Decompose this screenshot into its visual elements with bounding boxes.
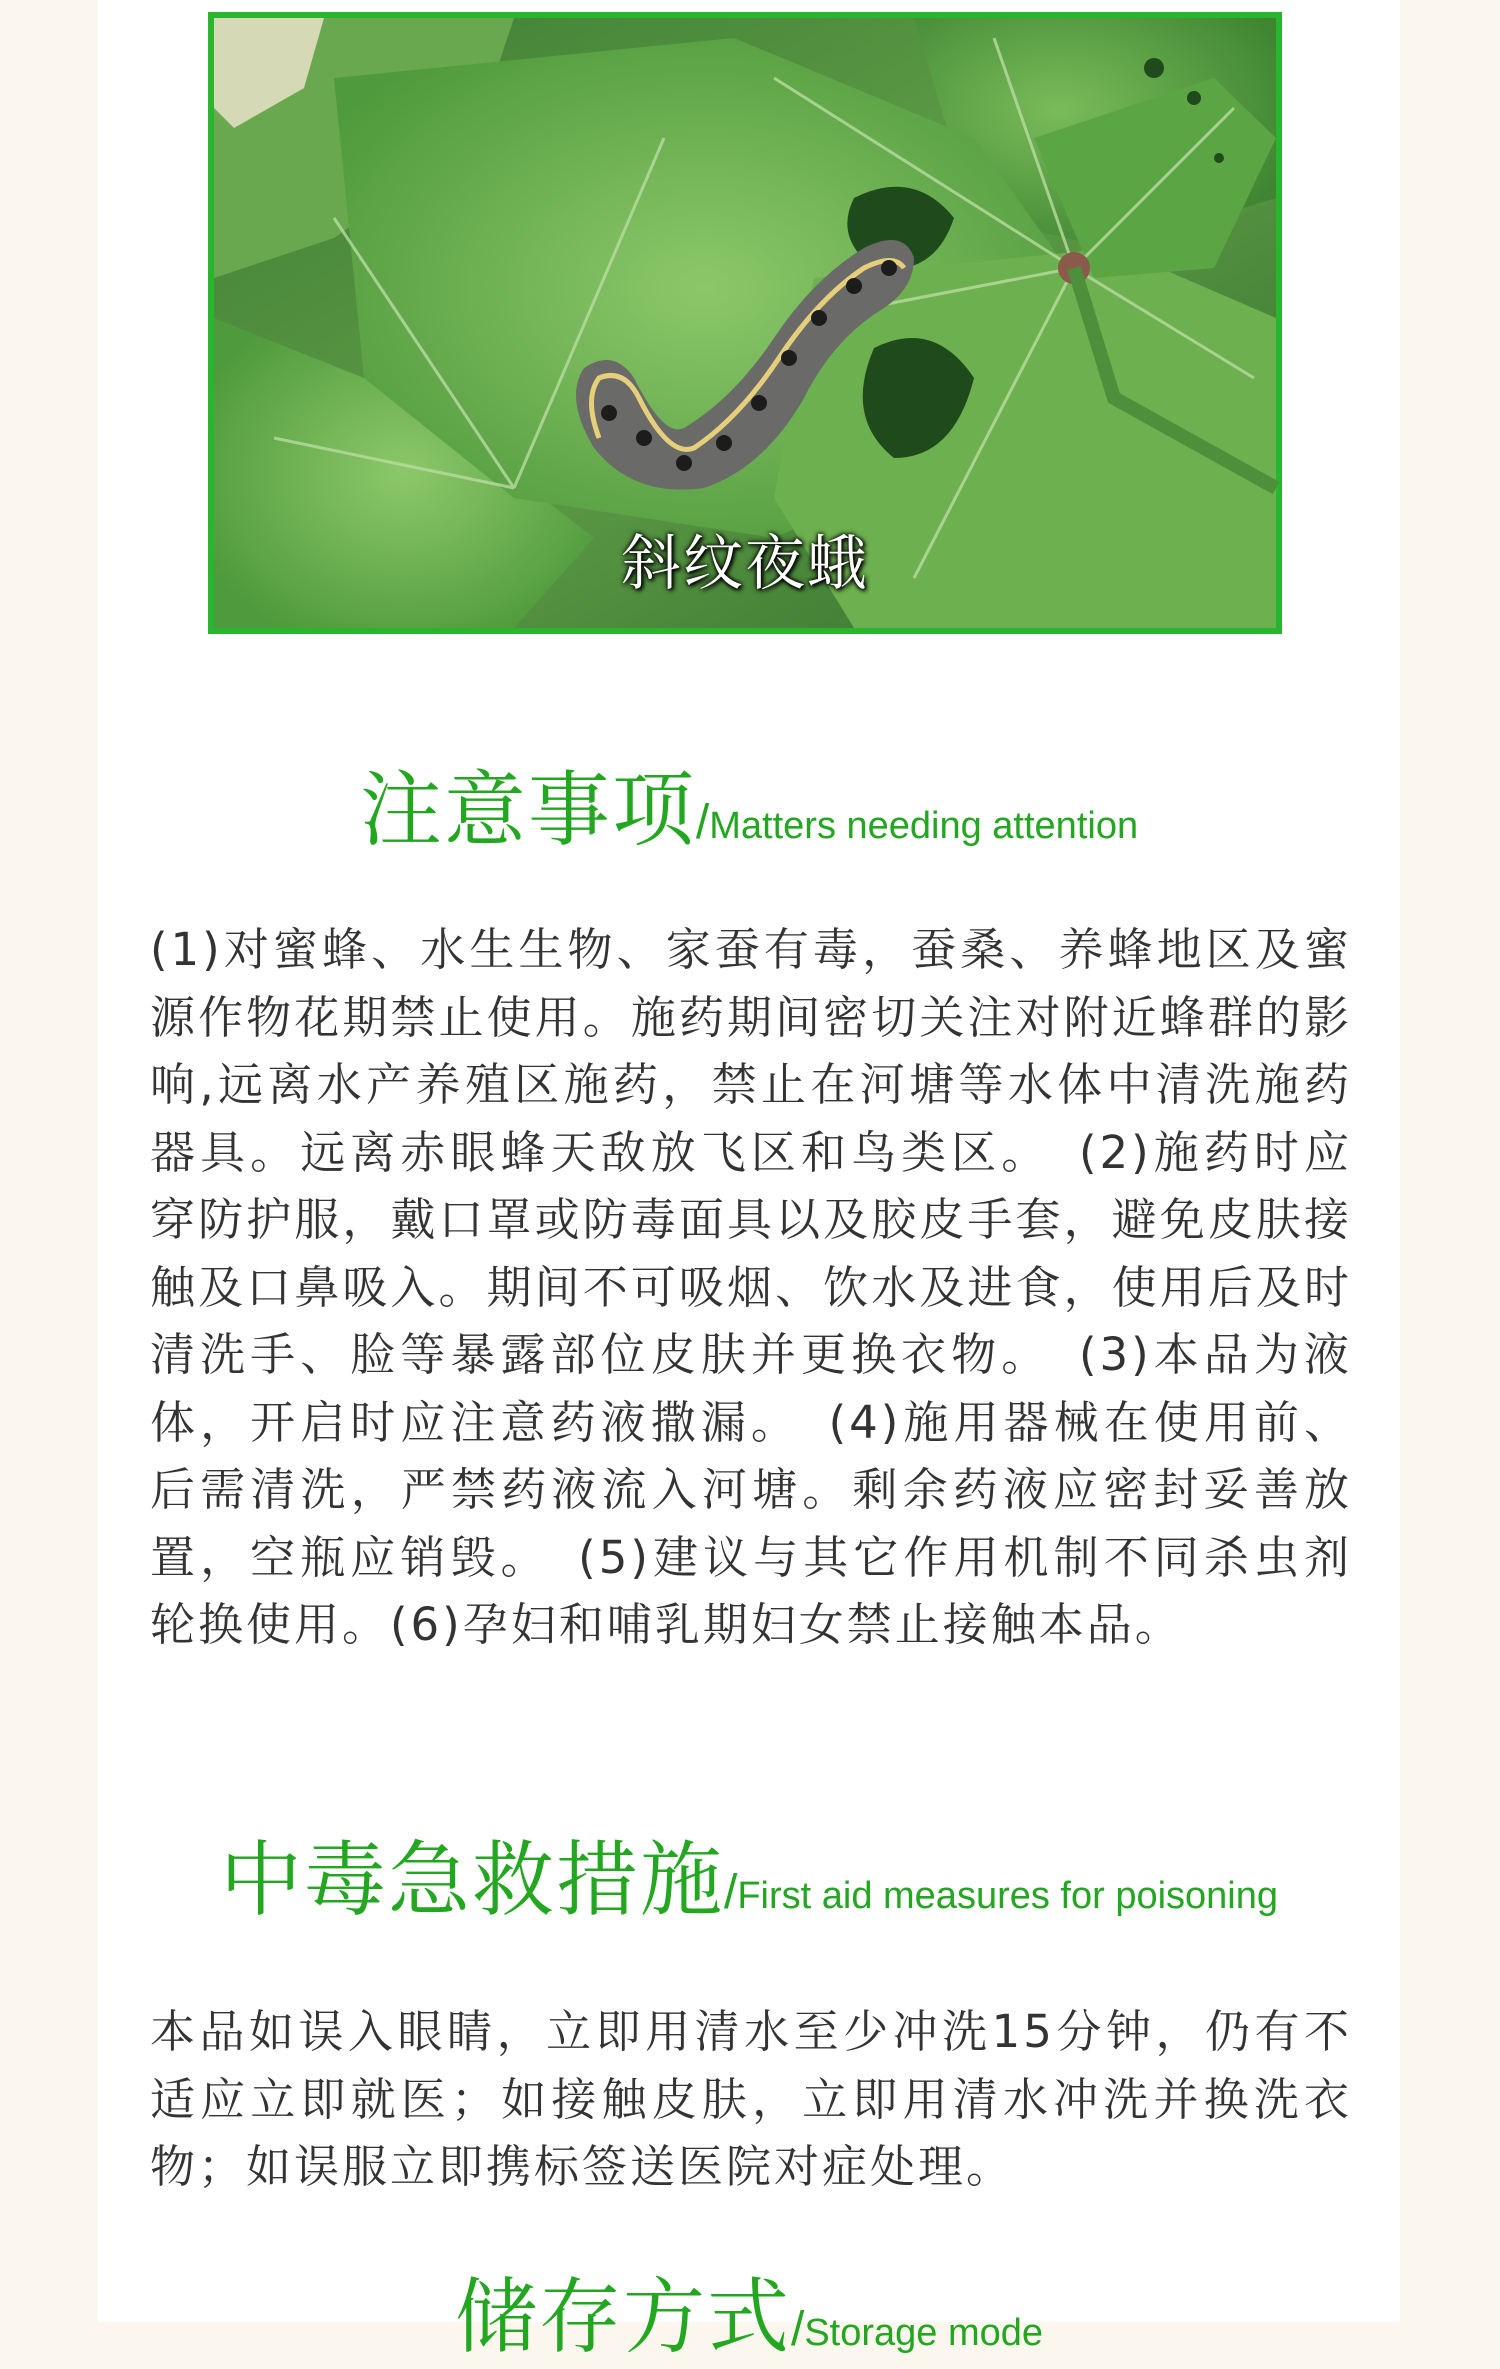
attention-heading-separator: / (695, 796, 710, 849)
first-aid-heading-separator: / (723, 1866, 738, 1919)
attention-heading-cn: 注意事项 (359, 763, 696, 858)
storage-heading-en: Storage mode (804, 2312, 1044, 2354)
attention-heading-en: Matters needing attention (709, 805, 1139, 847)
pest-photo (208, 12, 1282, 634)
storage-heading-separator: / (790, 2303, 805, 2356)
first-aid-heading (98, 1815, 1400, 1932)
content-panel (98, 0, 1400, 2365)
storage-heading-cn: 储存方式 (454, 2270, 791, 2365)
first-aid-body: 本品如误入眼睛，立即用清水至少冲洗15分钟，仍有不适应立即就医；如接触皮肤，立即用清水冲洗并换洗衣物；如误服立即携标签送医院对症处理。 (150, 2005, 1352, 2193)
first-aid-heading-en: First aid measures for poisoning (737, 1875, 1279, 1917)
storage-heading (98, 2252, 1400, 2369)
first-aid-heading-cn: 中毒急救措施 (219, 1833, 724, 1928)
pest-name-caption: 斜纹夜蛾 (621, 529, 869, 599)
attention-body: (1)对蜜蜂、水生生物、家蚕有毒，蚕桑、养蜂地区及蜜源作物花期禁止使用。施药期间密切关注对附近蜂群的影响,远离水产养殖区施药，禁止在河塘等水体中清洗施药器具。远离赤眼蜂天敌放飞区和鸟类区。 (2)施药时应穿防护服，戴口罩或防毒面具以及胶皮手套，避免皮肤接触及口鼻吸入。期间不可吸烟、饮水及进食，使用后及时清洗手、脸等暴露部位皮肤并更换衣物。 (3)本品为液体，开启时应注意药液撒漏。 (4)施用器械在使用前、后需清洗，严禁药液流入河塘。剩余药液应密封妥善放置，空瓶应销毁。 (5)建议与其它作用机制不同杀虫剂轮换使用。(6)孕妇和哺乳期妇女禁止接触本品。 (150, 923, 1352, 1651)
attention-heading (98, 745, 1400, 862)
